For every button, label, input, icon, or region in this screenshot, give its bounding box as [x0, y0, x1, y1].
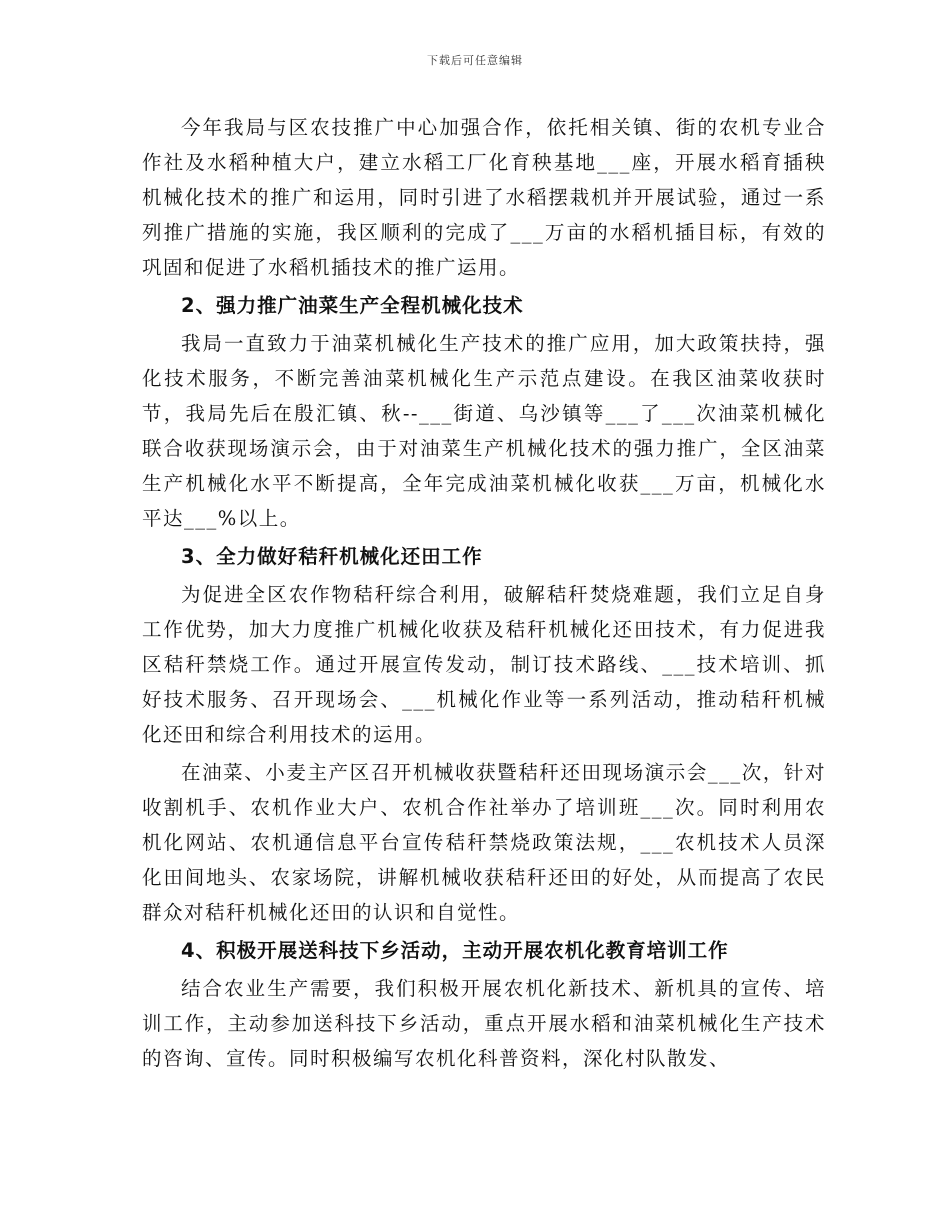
paragraph-rapeseed: 我局一直致力于油菜机械化生产技术的推广应用，加大政策扶持，强化技术服务，不断完善油菜机械化生产示范点建设。在我区油菜收获时节，我局先后在殷汇镇、秋--___街道、乌沙镇等___了___次油菜机械化联合收获现场演示会，由于对油菜生产机械化技术的强力推广，全区油菜生产机械化水平不断提高，全年完成油菜机械化收获___万亩，机械化水平达___%以上。: [142, 332, 826, 530]
paragraph-training: 结合农业生产需要，我们积极开展农机化新技术、新机具的宣传、培训工作，主动参加送科技下乡活动，重点开展水稻和油菜机械化生产技术的咨询、宣传。同时积极编写农机化科普资料，深化村队散发、: [142, 977, 826, 1070]
section-heading-training: 4、积极开展送科技下乡活动，主动开展农机化教育培训工作: [181, 939, 729, 962]
section-heading-straw: 3、全力做好秸秆机械化还田工作: [181, 545, 483, 568]
document-body: [142, 110, 826, 1076]
paragraph-straw: 为促进全区农作物秸秆综合利用，破解秸秆焚烧难题，我们立足自身工作优势，加大力度推广机械化收获及秸秆机械化还田技术，有力促进我区秸秆禁烧工作。通过开展宣传发动，制订技术路线、___技术培训、抓好技术服务、召开现场会、___机械化作业等一系列活动，推动秸秆机械化还田和综合利用技术的运用。: [142, 583, 826, 746]
page-header: 下载后可任意编辑: [427, 54, 523, 67]
paragraph-rice-transplanting: 今年我局与区农技推广中心加强合作，依托相关镇、街的农机专业合作社及水稻种植大户，建立水稻工厂化育秧基地___座，开展水稻育插秧机械化技术的推广和运用，同时引进了水稻摆栽机并开展试验，通过一系列推广措施的实施，我区顺利的完成了___万亩的水稻机插目标，有效的巩固和促进了水稻机插技术的推广运用。: [142, 116, 826, 279]
paragraph-straw-demonstration: 在油菜、小麦主产区召开机械收获暨秸秆还田现场演示会___次，针对收割机手、农机作业大户、农机合作社举办了培训班___次。同时利用农机化网站、农机通信息平台宣传秸秆禁烧政策法规，___农机技术人员深化田间地头、农家场院，讲解机械收获秸秆还田的好处，从而提高了农民群众对秸秆机械化还田的认识和自觉性。: [142, 761, 826, 924]
section-heading-rapeseed: 2、强力推广油菜生产全程机械化技术: [181, 294, 524, 317]
